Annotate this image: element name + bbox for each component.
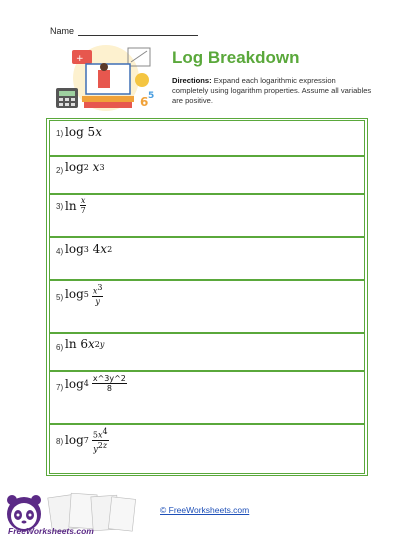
problem-box[interactable]: [49, 194, 365, 237]
problem-number: 5): [56, 293, 64, 302]
svg-text:6: 6: [140, 95, 149, 109]
name-line: [78, 26, 198, 36]
problem-number: 4): [56, 247, 64, 256]
directions: [172, 76, 372, 106]
footer-link[interactable]: © FreeWorksheets.com: [160, 505, 250, 515]
math-illustration-icon: [56, 40, 162, 116]
problem-expression: ln 6 x 2y: [65, 337, 105, 351]
name-label: Name: [50, 26, 75, 36]
problem-box[interactable]: [49, 280, 365, 333]
problem-expression: log 4 $\frac{x\^{}3y\^{}2}{8}$: [65, 374, 126, 393]
problem-expression: log 7 $\frac{5x^4}{y^{2z}}$: [65, 427, 108, 454]
problem-box[interactable]: [49, 333, 365, 371]
problem-expression: log 2 x 3: [65, 160, 105, 174]
directions-text: Expand each logarithmic expression completely using logarithm properties. Assume all variables are positive.: [172, 76, 372, 105]
problem-number: 3): [56, 202, 64, 211]
name-field: [50, 26, 198, 36]
problem-box[interactable]: [49, 424, 365, 474]
problem-expression: log 5 $\frac{x^3}{y}$: [65, 283, 103, 306]
svg-text:5: 5: [148, 91, 155, 101]
problem-number: 6): [56, 343, 64, 352]
problem-box[interactable]: [49, 120, 365, 156]
problem-number: 2): [56, 166, 64, 175]
directions-label: Directions:: [172, 76, 212, 85]
problem-box[interactable]: [49, 237, 365, 280]
problem-expression: log 3 4 x 2: [65, 242, 113, 256]
problem-box[interactable]: [49, 156, 365, 194]
problem-number: 1): [56, 129, 64, 138]
svg-text:+: +: [76, 54, 84, 64]
problem-expression: ln $\frac{x}{7}$: [65, 196, 86, 215]
worksheet-title: Log Breakdown: [172, 48, 300, 67]
problem-box[interactable]: [49, 371, 365, 424]
problem-number: 7): [56, 383, 64, 392]
brand-name: FreeWorksheets.com: [8, 526, 94, 536]
problem-expression: log 5 x: [65, 125, 102, 139]
problem-number: 8): [56, 437, 64, 446]
